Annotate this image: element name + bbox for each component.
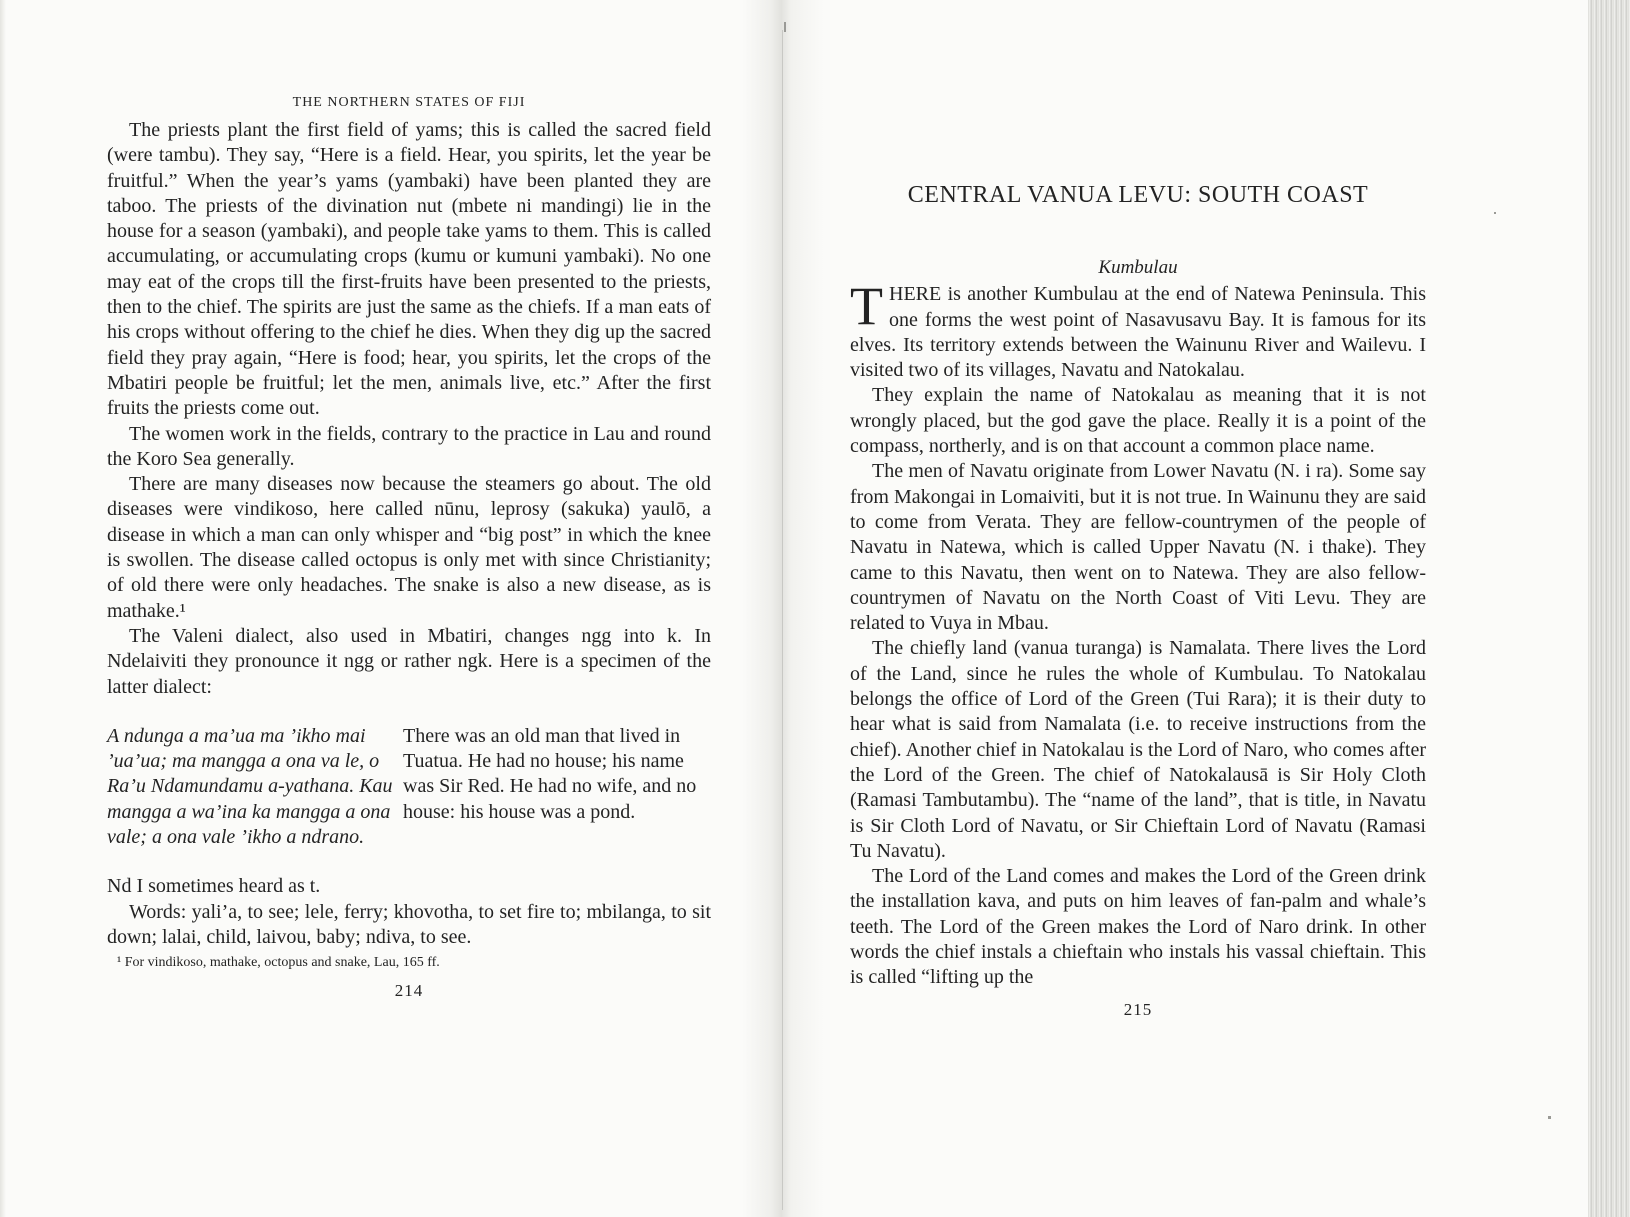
- drop-cap: T: [850, 276, 883, 337]
- paragraph: Nd I sometimes heard as t.: [107, 875, 321, 898]
- right-page-edges: [1588, 0, 1630, 1217]
- page-number: 214: [394, 981, 424, 1001]
- paragraph: The Lord of the Land comes and makes the Lord of the Green drink the installation kava, and puts on him leaves of fan-palm and whale’s teeth. The Lord of the Green makes the Lord of Naro drink. In other words the chief instals a chieftain who instals his vassal chieftain. This is called “lifting up the: [850, 865, 1426, 989]
- paragraph: The chiefly land (vanua turanga) is Namalata. There lives the Lord of the Land, since he rules the whole of Kumbulau. To Natokalau belongs the office of Lord of the Green (Tui Rara); it is their duty to hear what is said from Namalata (i.e. to receive instructions from the chief). Another chief in Natokalau is the Lord of Naro, who comes after the Lord of the Green. The chief of Natokalausā is Sir Holy Cloth (Ramasi Tambutambu). The “name of the land”, that is title, in Navatu is Sir Cloth Lord of Navatu, or Sir Chieftain Lord of Navatu (Ramasi Tu Navatu).: [850, 637, 1426, 862]
- scan-speck: [784, 22, 786, 32]
- section-title: Kumbulau: [1098, 257, 1178, 278]
- paragraph: The Valeni dialect, also used in Mbatiri, changes ngg into k. In Ndelaiviti they pronounce it ngg or rather ngk. Here is a specimen of the latter dialect:: [107, 624, 711, 698]
- paragraph: The priests plant the first field of yams; this is called the sacred field (were tambu). They say, “Here is a field. Hear, you spirits, let the year be fruitful.” When the year’s yams (yambaki) have been planted they are taboo. The priests of the divination nut (mbete ni mandingi) lie in the house for a season (yambaki), and people take yams to them. This is called accumulating, or accumulating crops (kumu or kumuni yambaki). No one may eat of the crops till the first-fruits have been presented to the priests, then to the chief. The spirits are just the same as the chiefs. If a man eats of his crops without offering to the chief he dies. When they dig up the sacred field they pray again, “Here is food; hear, you spirits, let the crops of the Mbatiri people be fruitful; let the men, animals live, etc.” After the first fruits the priests come out.: [107, 119, 711, 420]
- scan-speck: [1548, 1116, 1551, 1119]
- opening-paragraph: [850, 276, 1426, 383]
- book-gutter: [742, 0, 824, 1217]
- opening-text: HERE is another Kumbulau at the end of Natewa Peninsula. This one forms the west point of Nasavusavu Bay. It is famous for its elves. Its territory extends between the Wainunu River and Wailevu. I visited two of its villages, Navatu and Natokalau.: [850, 283, 1426, 382]
- verse-english: There was an old man that lived in Tuatua. He had no house; his name was Sir Red. He had no wife, and no house: his house was a pond.: [403, 724, 697, 823]
- dialect-specimen: [107, 724, 711, 850]
- paragraph: There are many diseases now because the steamers go about. The old diseases were vindikoso, here called nūnu, leprosy (sakuka) yaulō, a disease in which a man can only whisper and “big post” in which the knee is swollen. The disease called octopus is only met with since Christianity; of old there were only headaches. The snake is also a new disease, as is mathake.¹: [107, 473, 711, 622]
- paragraph: The men of Navatu originate from Lower Navatu (N. i ra). Some say from Makongai in Lomaiviti, but it is not true. In Wainunu they are said to come from Verata. They are fellow-countrymen of the people of Navatu in Natewa, which is called Upper Navatu (N. i thake). They came to this Navatu, then went on to Natewa. They are also fellow-countrymen of Navatu on the North Coast of Viti Levu. They are related to Vuya in Mbau.: [850, 460, 1426, 635]
- left-page-edge: [0, 0, 6, 1217]
- paragraph: The women work in the fields, contrary to the practice in Lau and round the Koro Sea generally.: [107, 422, 711, 470]
- footnote: ¹ For vindikoso, mathake, octopus and snake, Lau, 165 ff.: [117, 955, 440, 971]
- paragraph: Words: yali’a, to see; lele, ferry; khovotha, to set fire to; mbilanga, to sit down; lalai, child, laivou, baby; ndiva, to see.: [107, 900, 711, 948]
- page-number: 215: [1123, 999, 1153, 1019]
- running-head: THE NORTHERN STATES OF FIJI: [292, 95, 526, 110]
- right-page-body: [850, 255, 1426, 1022]
- verse-fijian: A ndunga a ma’ua ma ’ikho mai ’ua’ua; ma mangga a ona va le, o Ra’u Ndamundamu a-yathana. Kau mangga a wa’ina ka mangga a ona vale; a ona vale ’ikho a ndrano.: [107, 724, 393, 849]
- paragraph: They explain the name of Natokalau as meaning that it is not wrongly placed, but the god gave the place. Really it is a point of the compass, northerly, and is on that account a common place name.: [850, 384, 1426, 458]
- scan-speck: [1494, 212, 1496, 214]
- left-page-body: [107, 118, 711, 1004]
- gutter-fold-line: [782, 30, 783, 1210]
- chapter-title: CENTRAL VANUA LEVU: SOUTH COAST: [907, 182, 1369, 208]
